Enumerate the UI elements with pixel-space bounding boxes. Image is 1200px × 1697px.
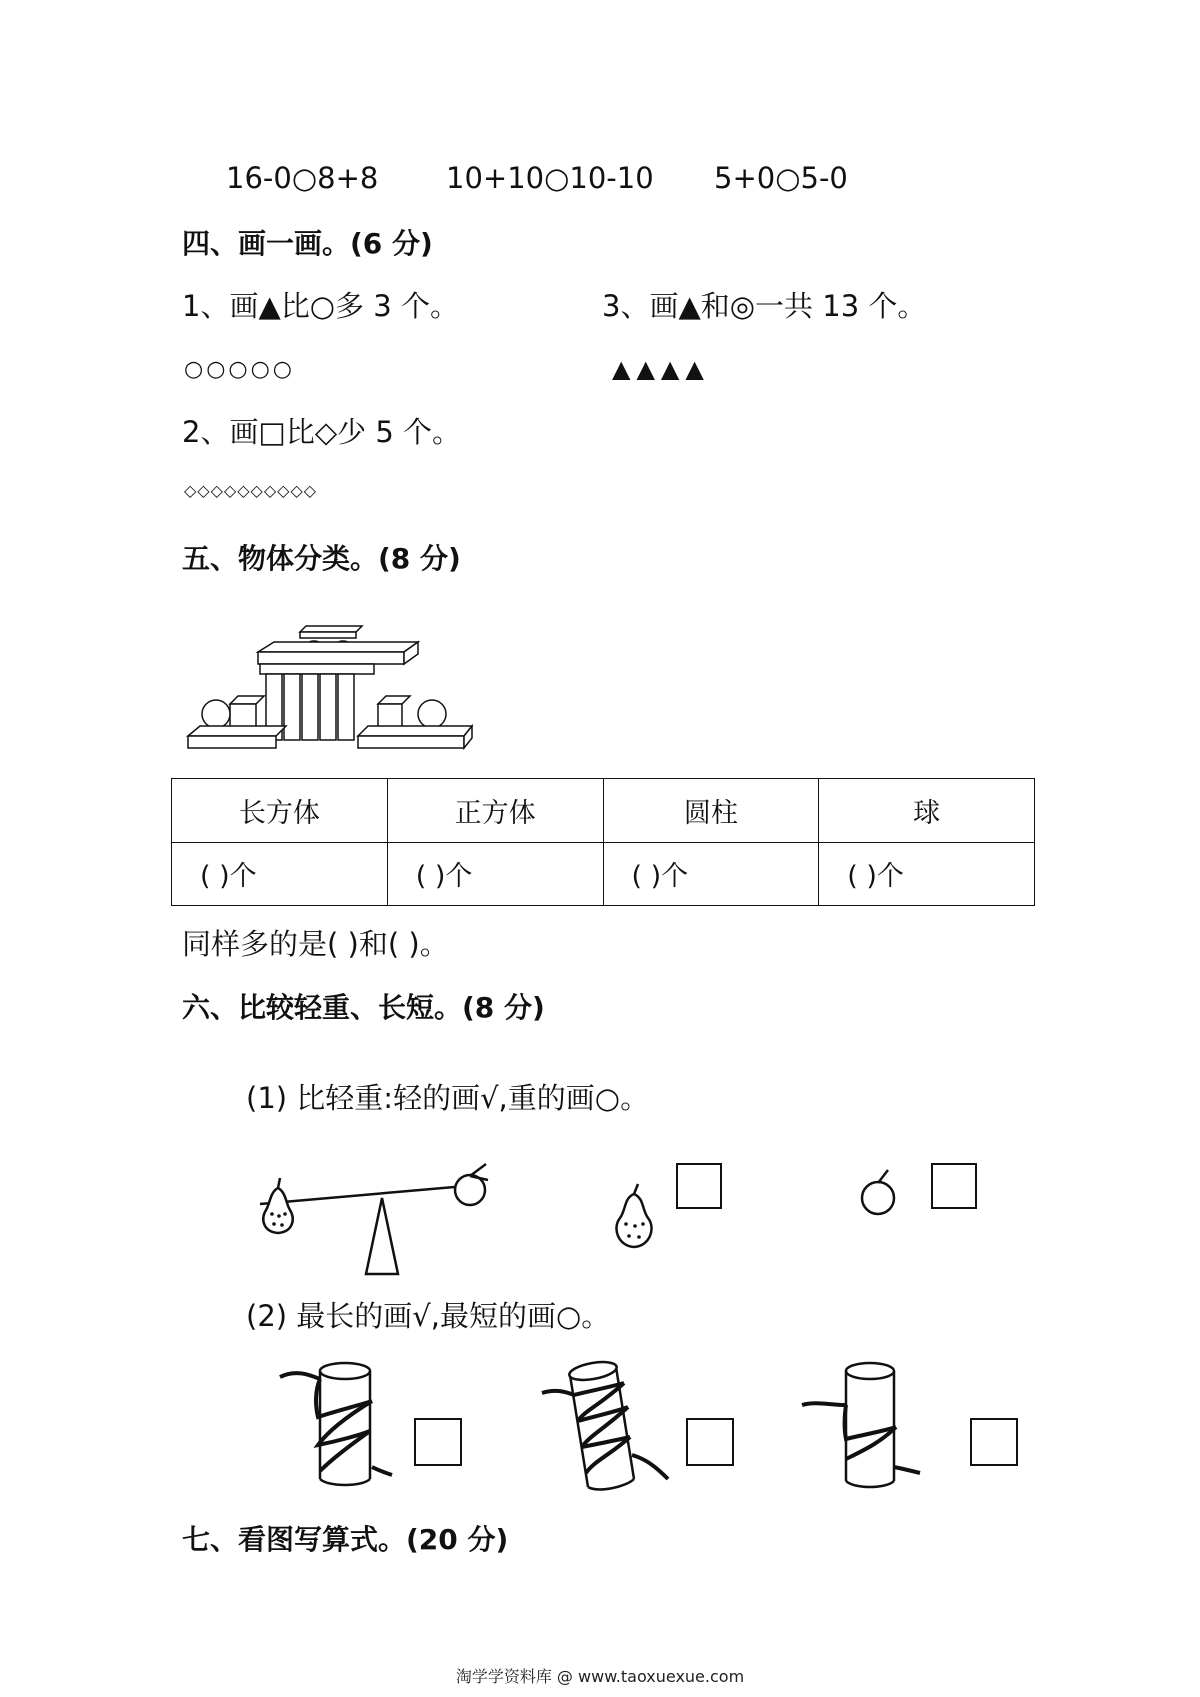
apple-icon	[856, 1168, 906, 1220]
table-header: 圆柱	[603, 779, 819, 843]
table-answer-cell[interactable]: ( )个	[603, 842, 819, 906]
compare-item-3: 5+0○5-0	[714, 161, 848, 195]
table-header: 球	[819, 779, 1035, 843]
footer-watermark: 淘学学资料库 @ www.taoxuexue.com	[455, 1667, 745, 1686]
table-answer-cell[interactable]: ( )个	[172, 842, 388, 906]
section6-q2: (2) 最长的画√,最短的画○。	[246, 1299, 611, 1333]
table-header: 正方体	[387, 779, 603, 843]
building-blocks-figure	[182, 592, 482, 750]
section6-q1: (1) 比轻重:轻的画√,重的画○。	[246, 1081, 650, 1115]
section4-heading: 四、画一画。(6 分)	[182, 227, 433, 260]
compare-item-2: 10+10○10-10	[446, 161, 654, 195]
balance-scale-figure	[252, 1158, 502, 1278]
apple-answer-box[interactable]	[931, 1163, 977, 1209]
section5-heading: 五、物体分类。(8 分)	[182, 542, 461, 575]
cylinder-2-answer-box[interactable]	[686, 1418, 734, 1466]
cylinder-3-answer-box[interactable]	[970, 1418, 1018, 1466]
pear-icon	[610, 1180, 660, 1252]
section4-q1: 1、画▲比○多 3 个。	[182, 289, 459, 323]
table-header-row	[172, 779, 1035, 843]
compare-item-1: 16-0○8+8	[226, 161, 379, 195]
table-answer-cell[interactable]: ( )个	[819, 842, 1035, 906]
section4-q3: 3、画▲和◎一共 13 个。	[602, 289, 927, 323]
cylinder-rope-3	[800, 1355, 925, 1495]
cylinder-rope-1	[276, 1355, 401, 1495]
table-header: 长方体	[172, 779, 388, 843]
cylinder-1-answer-box[interactable]	[414, 1418, 462, 1466]
table-answer-cell[interactable]: ( )个	[387, 842, 603, 906]
cylinder-rope-2	[540, 1355, 675, 1495]
same-count-fill-line[interactable]: 同样多的是( )和( )。	[182, 927, 449, 961]
table-answer-row	[172, 842, 1035, 906]
section7-heading: 七、看图写算式。(20 分)	[182, 1523, 509, 1556]
pear-answer-box[interactable]	[676, 1163, 722, 1209]
section6-heading: 六、比较轻重、长短。(8 分)	[182, 991, 545, 1024]
section4-q2: 2、画□比◇少 5 个。	[182, 415, 462, 449]
section4-q3-symbols: ▲▲▲▲	[612, 355, 710, 383]
section4-q2-symbols: ◇◇◇◇◇◇◇◇◇◇	[184, 481, 318, 500]
shape-classification-table	[171, 778, 1035, 906]
section4-q1-symbols: ○○○○○	[184, 357, 295, 382]
